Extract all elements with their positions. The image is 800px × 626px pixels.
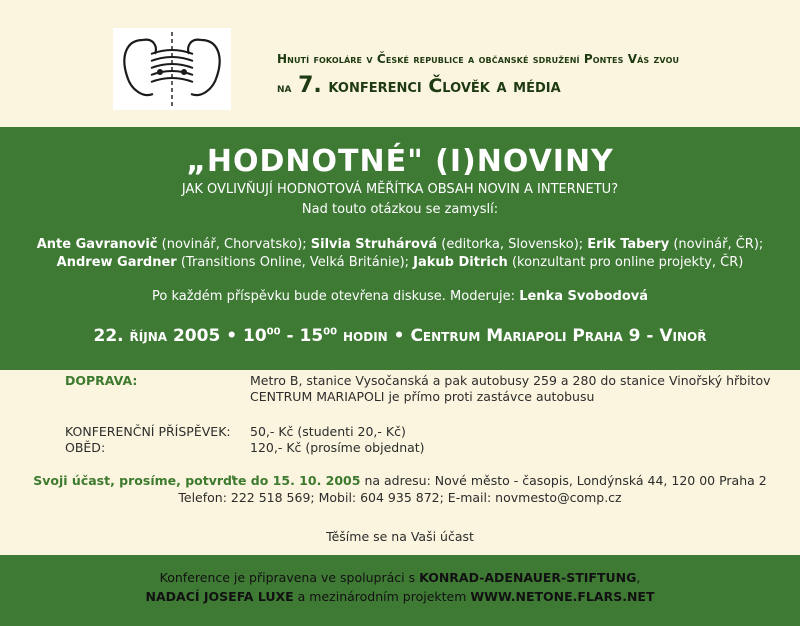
fee-value: 50,- Kč (studenti 20,- Kč) — [250, 424, 406, 439]
contact-line: Telefon: 222 518 569; Mobil: 604 935 872; E-mail: novmesto@comp.cz — [178, 490, 622, 505]
event-date: 22. října 2005 — [93, 326, 221, 346]
speaker-name: Jakub Ditrich — [413, 255, 508, 270]
lunch-value: 120,- Kč (prosíme objednat) — [250, 440, 425, 455]
fee-label: KONFERENČNÍ PŘÍSPĚVEK: — [65, 424, 231, 439]
time-to-sup: 00 — [323, 326, 338, 338]
bullet-icon: • — [226, 326, 238, 346]
confirm-address: na adresu: Nové město - časopis, Londýnská 44, 120 00 Praha 2 — [364, 473, 767, 488]
time-from: 10 — [243, 326, 267, 346]
confirm-line — [0, 473, 800, 488]
footer-partner-2: NADACÍ JOSEFA LUXE — [145, 589, 294, 604]
event-venue: Centrum Mariapoli Praha 9 - Vinoř — [410, 326, 707, 346]
confirm-deadline: Svoji účast, prosíme, potvrďte do 15. 10. 2005 — [33, 473, 361, 488]
speaker-role: (Transitions Online, Velká Británie); — [180, 255, 410, 270]
time-suffix: hodin — [343, 326, 388, 346]
discussion-line — [0, 289, 800, 304]
info-section — [0, 370, 800, 555]
conference-line — [277, 73, 797, 98]
speaker-role: (konzultant pro online projekty, ČR) — [511, 255, 744, 270]
event-title: „HODNOTNÉ" (I)NOVINY — [186, 144, 614, 179]
footer-website-link[interactable]: WWW.NETONE.FLARS.NET — [470, 589, 655, 604]
bullet-icon: • — [393, 326, 405, 346]
speaker-role: (novinář, ČR); — [673, 237, 764, 252]
transport-line-1: Metro B, stanice Vysočanská a pak autobusy 259 a 280 do stanice Vinořský hřbitov — [250, 373, 771, 388]
footer-line-2 — [0, 589, 800, 604]
time-from-sup: 00 — [266, 326, 281, 338]
footer-band — [0, 555, 800, 626]
moderator-name: Lenka Svobodová — [519, 289, 648, 304]
speakers-list — [0, 236, 800, 272]
footer-text-1: Konference je připravena ve spolupráci s — [159, 570, 416, 585]
date-venue-line: 22. října 2005 • $10^{00} - 15^{00}$ hodin • Centrum Mariapoli Praha 9 - Vinoř — [93, 326, 707, 346]
lunch-label: OBĚD: — [65, 440, 106, 455]
speaker-name: Ante Gavranovič — [36, 237, 158, 252]
closing-text: Těšíme se na Vaši účast — [326, 529, 474, 544]
header-section — [0, 0, 800, 127]
event-subtitle: JAK OVLIVŇUJÍ HODNOTOVÁ MĚŘÍTKA OBSAH NOVIN A INTERNETU? — [181, 182, 619, 197]
transport-line-2: CENTRUM MARIAPOLI je přímo proti zastávce autobusu — [250, 389, 595, 404]
event-band — [0, 127, 800, 370]
speaker-name: Silvia Struhárová — [310, 237, 438, 252]
conf-prefix: na — [277, 81, 292, 96]
conf-name: konferenci Člověk a média — [328, 75, 561, 97]
footer-partner-1: KONRAD-ADENAUER-STIFTUNG — [419, 570, 637, 585]
event-subtitle-2: Nad touto otázkou se zamyslí: — [301, 202, 499, 217]
speaker-name: Erik Tabery — [587, 237, 670, 252]
organizers-text: Hnutí fokoláre v České republice a občanské sdružení Pontes Vás zvou — [277, 52, 680, 66]
speaker-name: Andrew Gardner — [56, 255, 177, 270]
speaker-role: (editorka, Slovensko); — [441, 237, 584, 252]
time-to: 15 — [299, 326, 324, 346]
footer-line-1: Konference je připravena ve spolupráci s KONRAD-ADENAUER-STIFTUNG, — [159, 570, 641, 585]
footer-text-2: a mezinárodním projektem — [297, 589, 467, 604]
transport-label: DOPRAVA: — [65, 373, 138, 388]
speaker-role: (novinář, Chorvatsko); — [161, 237, 307, 252]
conf-number: 7. — [298, 73, 322, 98]
focolare-logo-icon — [113, 28, 231, 110]
discussion-text: Po každém příspěvku bude otevřena diskuse. Moderuje: — [151, 289, 516, 304]
